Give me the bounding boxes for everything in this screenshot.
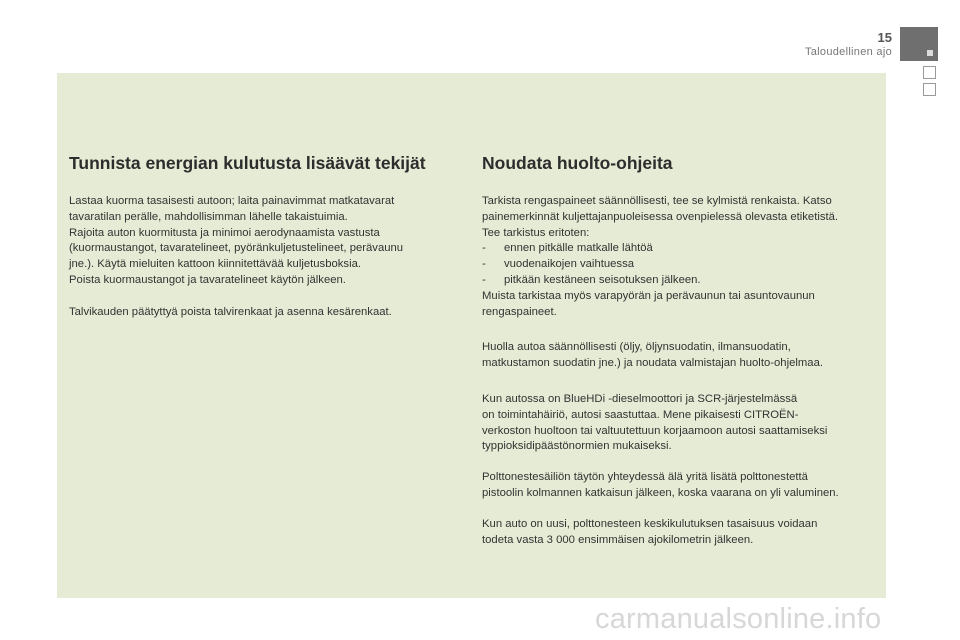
- tire-pressure-intro: Tarkista rengaspaineet säännöllisesti, tee se kylmistä renkaista. Katso painemerkinnät kuljettajanpuoleisessa ovenpielessä olevasta etiketistä. Tee tarkistus eritoten:: [482, 195, 839, 239]
- spare-tyre-note: Muista tarkistaa myös varapyörän ja perävaunun tai asuntovaunun rengaspaineet.: [482, 289, 815, 318]
- new-car-paragraph: Kun auto on uusi, polttonesteen keskikulutuksen tasaisuus voidaan todeta vasta 3 000 ensimmäisen ajokilometrin jälkeen.: [482, 517, 818, 546]
- chapter-tab-active[interactable]: [900, 27, 938, 61]
- content-panel: [57, 73, 886, 598]
- right-column: [482, 153, 882, 562]
- page-number: 15: [877, 30, 892, 45]
- watermark: carmanualsonline.info: [595, 603, 882, 635]
- list-item: - pitkään kestäneen seisotuksen jälkeen.: [482, 273, 882, 289]
- bluehdi-paragraph: Kun autossa on BlueHDi -dieselmoottori ja SCR-järjestelmässä on toimintahäiriö, autosi saastuttaa. Mene pikaisesti CITROËN- verkoston huoltoon tai valtuutettuun korjaamoon autosi saattamiseksi typpioksidipäästönormien mukaiseksi.: [482, 392, 828, 453]
- chapter-tab[interactable]: [923, 66, 936, 79]
- list-item: - ennen pitkälle matkalle lähtöä: [482, 241, 882, 257]
- left-column: [69, 153, 474, 335]
- chapter-tab[interactable]: [923, 83, 936, 96]
- right-heading: Noudata huolto-ohjeita: [482, 153, 673, 173]
- refuelling-paragraph: Polttonestesäiliön täytön yhteydessä älä yritä lisätä polttonestettä pistoolin kolmannen katkaisun jälkeen, koska vaarana on yli valuminen.: [482, 471, 839, 499]
- section-title: Taloudellinen ajo: [804, 46, 892, 58]
- winter-tyres-paragraph: Talvikauden päätyttyä poista talvirenkaat ja asenna kesärenkaat.: [69, 305, 392, 318]
- loading-paragraph: Lastaa kuorma tasaisesti autoon; laita painavimmat matkatavarat tavaratilan perälle, mahdollisimman lähelle takaistuimia. Rajoita auton kuormitusta ja minimoi aerodynaamista vastusta (kuormaustangot, tavaratelineet, pyöränkuljetustelineet, perävaunu jne.). Käytä mieluiten kattoon kiinnitettävää kuljetusboksia. Poista kuormaustangot ja tavaratelineet käytön jälkeen.: [69, 195, 404, 286]
- tire-pressure-section: [482, 194, 882, 320]
- list-item: - vuodenaikojen vaihtuessa: [482, 257, 882, 273]
- maintenance-paragraph: Huolla autoa säännöllisesti (öljy, öljynsuodatin, ilmansuodatin, matkustamon suodatin jne.) ja noudata valmistajan huolto-ohjelmaa.: [482, 341, 823, 370]
- left-heading: Tunnista energian kulutusta lisäävät tekijät: [69, 153, 426, 173]
